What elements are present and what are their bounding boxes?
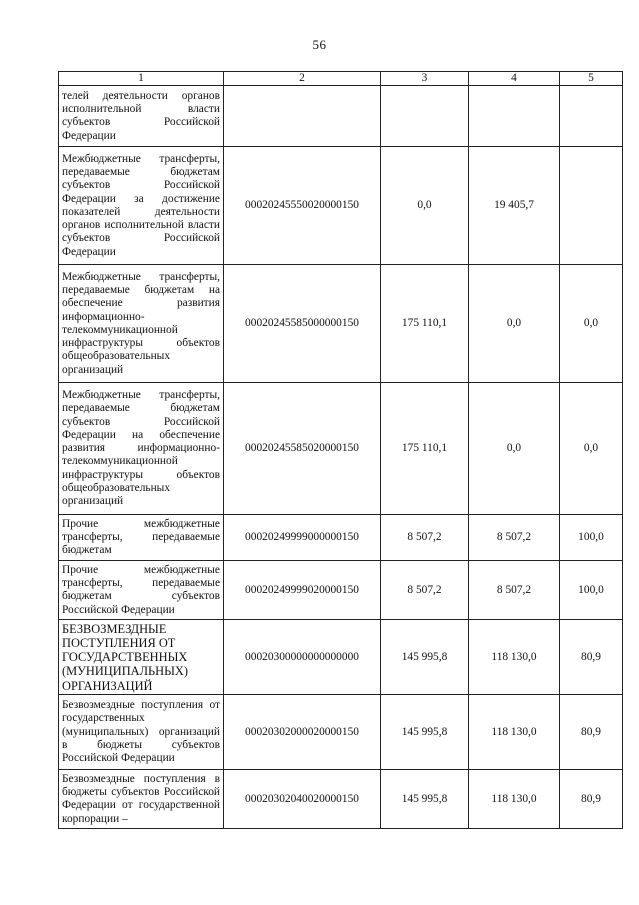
row-code: 00020249999020000150 bbox=[224, 561, 381, 620]
header-col-2: 2 bbox=[224, 72, 381, 86]
row-col3 bbox=[381, 86, 469, 147]
header-col-4: 4 bbox=[469, 72, 560, 86]
row-col5 bbox=[560, 147, 623, 265]
row-name: телей деятельности органов исполнительной власти субъектов Российской Федерации bbox=[59, 86, 224, 147]
table-row bbox=[59, 383, 623, 515]
table-row bbox=[59, 147, 623, 265]
table-row bbox=[59, 695, 623, 770]
row-col3: 145 995,8 bbox=[381, 770, 469, 829]
table-row bbox=[59, 620, 623, 695]
header-col-1: 1 bbox=[59, 72, 224, 86]
table-row bbox=[59, 561, 623, 620]
row-name: Безвозмездные поступления от государственных (муниципальных) организаций в бюджеты субъектов Российской Федерации bbox=[59, 695, 224, 770]
row-col3: 145 995,8 bbox=[381, 695, 469, 770]
row-code bbox=[224, 86, 381, 147]
row-col3: 8 507,2 bbox=[381, 561, 469, 620]
row-col5: 80,9 bbox=[560, 695, 623, 770]
table-row bbox=[59, 515, 623, 561]
row-col4: 0,0 bbox=[469, 383, 560, 515]
row-col4: 0,0 bbox=[469, 265, 560, 383]
page-number: 56 bbox=[312, 37, 327, 52]
row-col4: 8 507,2 bbox=[469, 515, 560, 561]
row-col4 bbox=[469, 86, 560, 147]
table-header-row bbox=[59, 72, 623, 86]
row-col4: 19 405,7 bbox=[469, 147, 560, 265]
row-col5: 100,0 bbox=[560, 561, 623, 620]
row-col4: 8 507,2 bbox=[469, 561, 560, 620]
table-row bbox=[59, 770, 623, 829]
header-col-3: 3 bbox=[381, 72, 469, 86]
row-code: 00020249999000000150 bbox=[224, 515, 381, 561]
row-name: Межбюджетные трансферты, передаваемые бюджетам субъектов Российской Федерации за достижение показателей деятельности органов исполнительной власти субъектов Российской Федерации bbox=[59, 147, 224, 265]
row-name: Прочие межбюджетные трансферты, передаваемые бюджетам субъектов Российской Федерации bbox=[59, 561, 224, 620]
budget-table bbox=[58, 71, 623, 829]
row-col5: 0,0 bbox=[560, 265, 623, 383]
row-col3: 8 507,2 bbox=[381, 515, 469, 561]
row-code: 00020300000000000000 bbox=[224, 620, 381, 695]
row-col5: 0,0 bbox=[560, 383, 623, 515]
row-col3: 175 110,1 bbox=[381, 265, 469, 383]
row-col5: 80,9 bbox=[560, 620, 623, 695]
row-code: 00020245550020000150 bbox=[224, 147, 381, 265]
row-col5: 100,0 bbox=[560, 515, 623, 561]
row-col3: 0,0 bbox=[381, 147, 469, 265]
row-name: Безвозмездные поступления в бюджеты субъектов Российской Федерации от государственной корпорации – bbox=[59, 770, 224, 829]
row-col5: 80,9 bbox=[560, 770, 623, 829]
row-col4: 118 130,0 bbox=[469, 695, 560, 770]
row-code: 00020245585020000150 bbox=[224, 383, 381, 515]
row-code: 00020302000020000150 bbox=[224, 695, 381, 770]
row-name: БЕЗВОЗМЕЗДНЫЕ ПОСТУПЛЕНИЯ ОТ ГОСУДАРСТВЕННЫХ (МУНИЦИПАЛЬНЫХ) ОРГАНИЗАЦИЙ bbox=[59, 620, 224, 695]
header-col-5: 5 bbox=[560, 72, 623, 86]
row-name: Прочие межбюджетные трансферты, передаваемые бюджетам bbox=[59, 515, 224, 561]
row-name: Межбюджетные трансферты, передаваемые бюджетам на обеспечение развития информационно-телекоммуникационной инфраструктуры объектов общеобразовательных организаций bbox=[59, 265, 224, 383]
row-col4: 118 130,0 bbox=[469, 770, 560, 829]
row-name: Межбюджетные трансферты, передаваемые бюджетам субъектов Российской Федерации на обеспечение развития информационно-телекоммуникационной инфраструктуры объектов общеобразовательных организаций bbox=[59, 383, 224, 515]
row-col3: 145 995,8 bbox=[381, 620, 469, 695]
table-row bbox=[59, 86, 623, 147]
row-col4: 118 130,0 bbox=[469, 620, 560, 695]
row-code: 00020245585000000150 bbox=[224, 265, 381, 383]
table-row bbox=[59, 265, 623, 383]
row-col5 bbox=[560, 86, 623, 147]
row-code: 00020302040020000150 bbox=[224, 770, 381, 829]
row-col3: 175 110,1 bbox=[381, 383, 469, 515]
